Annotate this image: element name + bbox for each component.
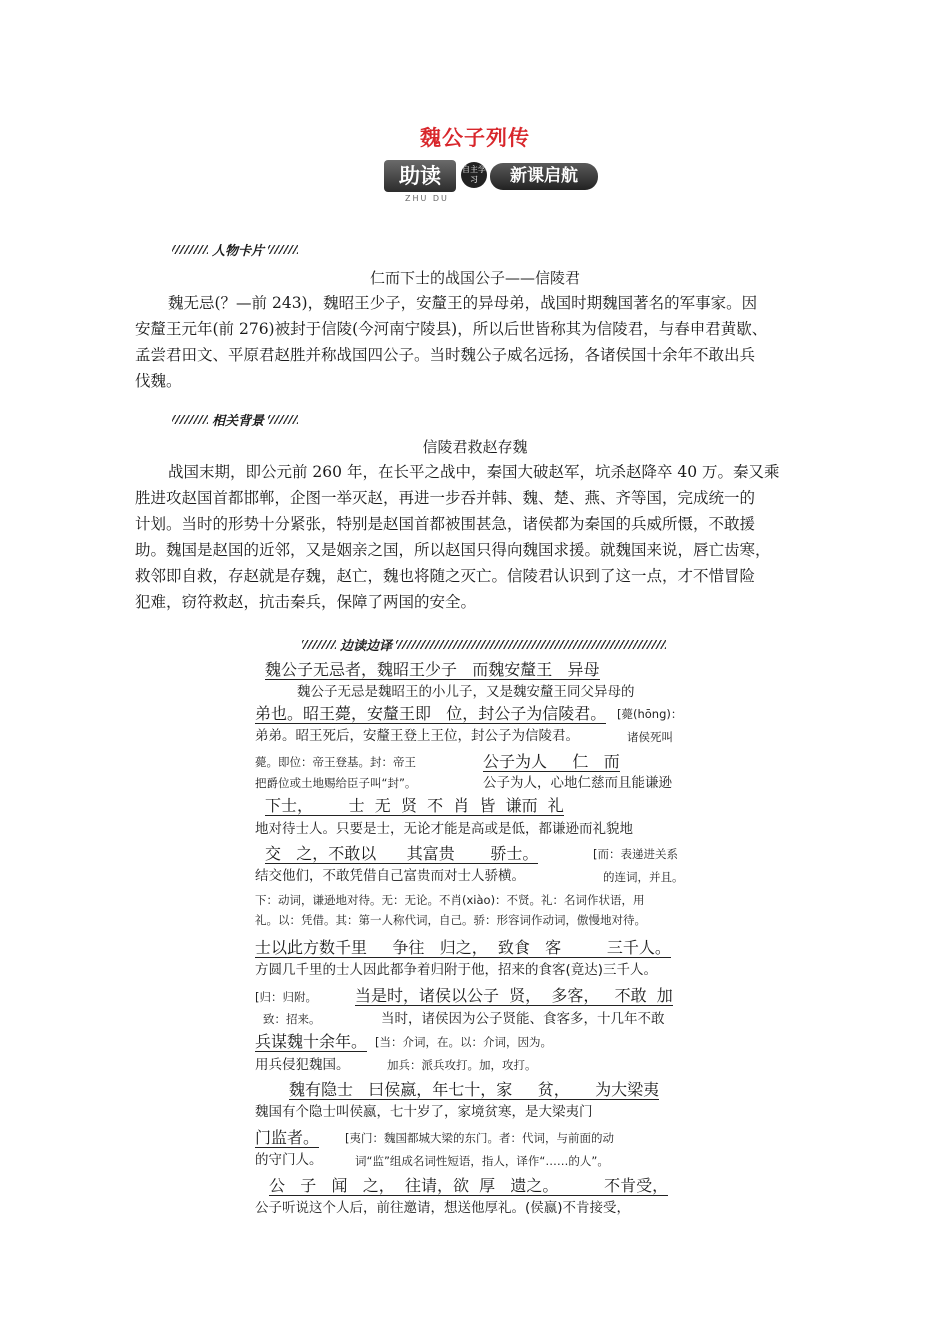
card-heading: 仁而下士的战国公子——信陵君	[369, 269, 580, 287]
note-text: 礼。以：凭借。其：第一人称代词，自己。骄：形容词作动词，傲慢地对待。	[255, 913, 646, 927]
background-line: 救邻即自救，存赵就是存魏，赵亡，魏也将随之灭亡。信陵君认识到了这一点，才不惜冒险	[135, 567, 756, 585]
original-line: 公子为人 仁 而	[483, 752, 620, 771]
original-line: 弟也。昭王薨，安釐王即 位，封公子为信陵君。	[255, 704, 607, 723]
banner-zhudu-label: 助读	[384, 160, 456, 192]
header-stripe-left	[172, 245, 208, 254]
note-text: 致：招来。	[263, 1012, 321, 1026]
translation-line: 魏国有个隐士叫侯嬴，七十岁了，家境贫寒，是大梁夷门	[255, 1104, 593, 1120]
banner-new-lesson-label: 新课启航	[490, 163, 598, 190]
translation-line: 的守门人。	[255, 1152, 323, 1168]
card-line: 伐魏。	[135, 372, 182, 390]
banner-circle-badge: 自主学习	[461, 162, 487, 188]
card-paragraph	[135, 290, 815, 394]
header-stripe-right	[268, 415, 298, 424]
background-line: 犯难，窃符救赵，抗击秦兵，保障了两国的安全。	[135, 593, 477, 611]
header-stripe-left	[302, 640, 336, 649]
card-line: 安釐王元年(前 276)被封于信陵(今河南宁陵县)，所以后世皆称其为信陵君，与春申君黄歇、	[135, 320, 768, 338]
background-line: 计划。当时的形势十分紧张，特别是赵国首都被围甚急，诸侯都为秦国的兵威所慑，不敢援	[135, 515, 756, 533]
original-line: 士以此方数千里 争往 归之， 致食 客 三千人。	[255, 938, 671, 957]
background-line: 胜进攻赵国首都邯郸，企图一举灭赵，再进一步吞并韩、魏、楚、燕、齐等国，完成统一的	[135, 489, 756, 507]
translation-line: 公子听说这个人后，前往邀请，想送他厚礼。(侯嬴)不肯接受，	[255, 1200, 631, 1216]
note-text: 下：动词，谦逊地对待。无：无论。不肖(xiào)：不贤。礼：名词作状语，用	[255, 893, 645, 907]
card-line: 魏无忌(？—前 243)，魏昭王少子，安釐王的异母弟，战国时期魏国著名的军事家。因	[168, 294, 758, 312]
note-text: [而：表递进关系	[593, 847, 678, 861]
header-stripe-left	[172, 415, 208, 424]
translation-line: 方圆几千里的士人因此都争着归附于他，招来的食客(竟达)三千人。	[255, 962, 658, 978]
page-title: 魏公子列传	[420, 125, 530, 150]
translation-line: 用兵侵犯魏国。	[255, 1057, 350, 1073]
section-label-reading: 边读边译	[340, 638, 393, 654]
translation-line: 魏公子无忌是魏昭王的小儿子，又是魏安釐王同父异母的	[297, 684, 635, 700]
section-header-card	[172, 241, 298, 257]
zhudu-banner	[384, 156, 600, 204]
note-text: [当：介词，在。以：介词，因为。	[375, 1035, 552, 1049]
original-line: 当是时，诸侯以公子 贤， 多客， 不敢 加	[355, 986, 673, 1005]
header-stripe-right	[268, 245, 298, 254]
section-header-background	[172, 411, 298, 427]
translation-line: 当时，诸侯因为公子贤能、食客多，十几年不敢	[381, 1011, 665, 1027]
section-label-card: 人物卡片	[212, 243, 265, 259]
note-text: [归：归附。	[255, 990, 317, 1004]
background-heading: 信陵君救赵存魏	[422, 438, 528, 456]
background-paragraph	[135, 459, 815, 615]
translation-line: 结交他们，不敢凭借自己富贵而对士人骄横。	[255, 868, 525, 884]
card-line: 孟尝君田文、平原君赵胜并称战国四公子。当时魏公子威名远扬，各诸侯国十余年不敢出兵	[135, 346, 756, 364]
original-line: 交 之，不敢以 其富贵 骄士。	[265, 844, 539, 863]
original-line: 魏公子无忌者，魏昭王少子 而魏安釐王 异母	[265, 660, 600, 679]
section-header-reading	[302, 636, 666, 652]
note-text: 诸侯死叫	[627, 730, 673, 744]
note-text: 加兵：派兵攻打。加，攻打。	[387, 1058, 537, 1072]
original-line: 兵谋魏十余年。	[255, 1032, 368, 1051]
translation-line: 地对待士人。只要是士，无论才能是高或是低，都谦逊而礼貌地	[255, 821, 633, 837]
note-text: 薨。即位：帝王登基。封：帝王	[255, 755, 416, 769]
original-line: 魏有隐士 曰侯嬴，年七十，家 贫， 为大梁夷	[289, 1080, 660, 1099]
background-line: 助。魏国是赵国的近邻，又是姻亲之国，所以赵国只得向魏国求援。就魏国来说，唇亡齿寒，	[135, 541, 771, 559]
note-text: 把爵位或土地赐给臣子叫“封”。	[255, 776, 417, 790]
note-text: 词“监”组成名词性短语，指人，译作“……的人”。	[355, 1154, 609, 1168]
banner-pinyin: ZHU DU	[405, 194, 449, 203]
background-line: 战国末期，即公元前 260 年，在长平之战中，秦国大破赵军，坑杀赵降卒 40 万。秦又乘	[168, 463, 780, 481]
header-stripe-right	[396, 640, 666, 649]
original-line: 公 子 闻 之， 往请，欲 厚 遗之。 不肯受，	[269, 1176, 669, 1195]
annotated-text-block	[255, 660, 725, 1220]
note-text: 的连词，并且。	[603, 870, 684, 884]
note-text: [夷门：魏国都城大梁的东门。者：代词，与前面的动	[345, 1131, 614, 1145]
translation-line: 弟弟。昭王死后，安釐王登上王位，封公子为信陵君。	[255, 728, 579, 744]
original-line: 下士， 士 无 贤 不 肖 皆 谦而 礼	[265, 796, 564, 815]
note-text: [薨(hōng)：	[617, 707, 683, 721]
translation-line: 公子为人，心地仁慈而且能谦逊	[483, 775, 672, 791]
section-label-background: 相关背景	[212, 413, 265, 429]
original-line: 门监者。	[255, 1128, 320, 1147]
